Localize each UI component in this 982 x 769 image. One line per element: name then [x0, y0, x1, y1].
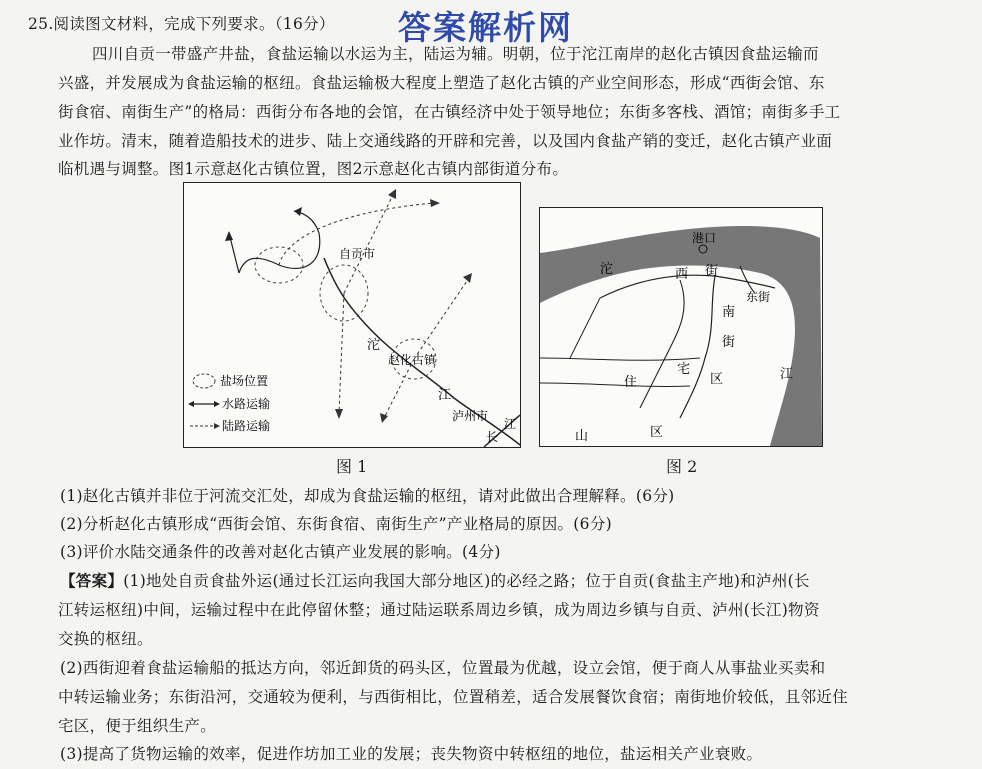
- figure-1-svg: [184, 183, 520, 447]
- figure-2-caption: 图 2: [666, 457, 698, 476]
- south-street: [680, 276, 715, 418]
- figure-1-map: [183, 182, 521, 448]
- tuo-river: [324, 258, 520, 445]
- sub-question-3: (3)评价水陆交通条件的改善对赵化古镇产业发展的影响。(4分): [60, 543, 501, 561]
- answer-line: (2)西街迎着食盐运输船的抵达方向，邻近卸货的码头区，位置最为优越，设立会馆，便于商人从事盐业买卖和: [60, 659, 826, 677]
- answer-line: 江转运枢纽)中间，运输过程中在此停留休整；通过陆运联系周边乡镇，成为周边乡镇与自贡、泸州(长江)物资: [58, 601, 820, 619]
- land-route: [344, 193, 394, 293]
- tuo-label: 沱: [600, 262, 614, 277]
- zhai-label: 宅: [677, 362, 691, 377]
- sub-question-1: (1)赵化古镇并非位于河流交汇处，却成为食盐运输的枢纽，请对此做出合理解释。(6分): [60, 487, 675, 505]
- answer-tag: 【答案】: [60, 571, 124, 590]
- arrow-head: [388, 189, 396, 199]
- answer-line-1: [60, 569, 810, 591]
- street-line: [640, 280, 684, 408]
- figure-1-caption: 图 1: [336, 457, 368, 476]
- arrow-head: [214, 401, 220, 407]
- dongjie-label: 东街: [746, 290, 771, 304]
- street-line: [540, 383, 690, 386]
- question-header: 25.阅读图文材料，完成下列要求。（16分）: [28, 15, 335, 33]
- watermark-logo: 答案解析网: [398, 8, 573, 47]
- arrow-head: [380, 413, 388, 423]
- zigong-label: 自贡市: [339, 247, 376, 261]
- street-line: [570, 298, 600, 358]
- port-label: 港口: [692, 231, 717, 245]
- tuo-river-band: [540, 226, 822, 446]
- qu-label: 区: [710, 372, 724, 387]
- arrow-head: [335, 409, 343, 419]
- land-route: [384, 359, 414, 418]
- zhu-label: 住: [624, 375, 638, 390]
- legend-water-label: 水路运输: [222, 397, 271, 411]
- land-route: [414, 278, 469, 359]
- tuo-label: 沱: [367, 338, 381, 353]
- arrow-head: [430, 199, 440, 207]
- nan-label: 南: [722, 305, 736, 320]
- arrow-head: [214, 423, 220, 429]
- arrow-head: [225, 231, 233, 241]
- answer-line: 中转运输业务；东街沿河，交通较为便利，与西街相比，位置稍差，适合发展餐饮食宿；南街地价较低，且邻近住: [58, 688, 849, 706]
- answer-line: (3)提高了货物运输的效率，促进作坊加工业的发展；丧失物资中转枢纽的地位，盐运相关产业衰败。: [60, 745, 763, 763]
- street-line: [540, 358, 700, 360]
- arrow-head: [463, 273, 472, 283]
- arrow-head: [294, 207, 302, 216]
- chang-label: 长: [486, 430, 499, 444]
- legend-land-label: 陆路运输: [222, 419, 271, 433]
- legend-salt-icon: [193, 374, 215, 388]
- jiang2-label: 江: [504, 417, 517, 431]
- jie2-label: 街: [722, 335, 736, 350]
- answer-text: (1)地处自贡食盐外运(通过长江运向我国大部分地区)的必经之路；位于自贡(食盐主产地)和泸州(长: [123, 572, 810, 590]
- paragraph-line: 街食宿、南街生产”的格局：西街分布各地的会馆，在古镇经济中处于领导地位；东街多客栈、酒馆；南街多手工: [58, 103, 841, 121]
- paragraph-line: 四川自贡一带盛产井盐，食盐运输以水运为主，陆运为辅。明朝，位于沱江南岸的赵化古镇因食盐运输而: [92, 45, 819, 63]
- zhaohua-label: 赵化古镇: [388, 353, 437, 367]
- paragraph-line: 业作坊。清末，随着造船技术的进步、陆上交通线路的开辟和完善，以及国内食盐产销的变迁，赵化古镇产业面: [58, 132, 833, 150]
- paragraph-line: 临机遇与调整。图1示意赵化古镇位置，图2示意赵化古镇内部街道分布。: [58, 160, 569, 178]
- qu2-label: 区: [650, 425, 664, 440]
- land-route: [339, 293, 344, 413]
- jiang-label: 江: [780, 367, 794, 382]
- answer-line: 宅区，便于组织生产。: [58, 717, 217, 735]
- sub-question-2: (2)分析赵化古镇形成“西街会馆、东街食宿、南街生产”产业格局的原因。(6分): [60, 515, 612, 533]
- paragraph-line: 兴盛，并发展成为食盐运输的枢纽。食盐运输极大程度上塑造了赵化古镇的产业空间形态，形成“西街会馆、东: [58, 74, 825, 92]
- shan-label: 山: [575, 429, 589, 444]
- arrow-head: [188, 401, 194, 407]
- answer-line: 交换的枢纽。: [58, 630, 153, 648]
- luzhou-label: 泸州市: [452, 409, 489, 423]
- figure-2-map: [539, 207, 823, 447]
- figure-2-svg: [540, 208, 822, 446]
- legend-salt-label: 盐场位置: [220, 374, 269, 388]
- jiang-label: 江: [438, 388, 452, 403]
- xi-label: 西: [675, 267, 689, 282]
- jie-label: 街: [705, 264, 719, 279]
